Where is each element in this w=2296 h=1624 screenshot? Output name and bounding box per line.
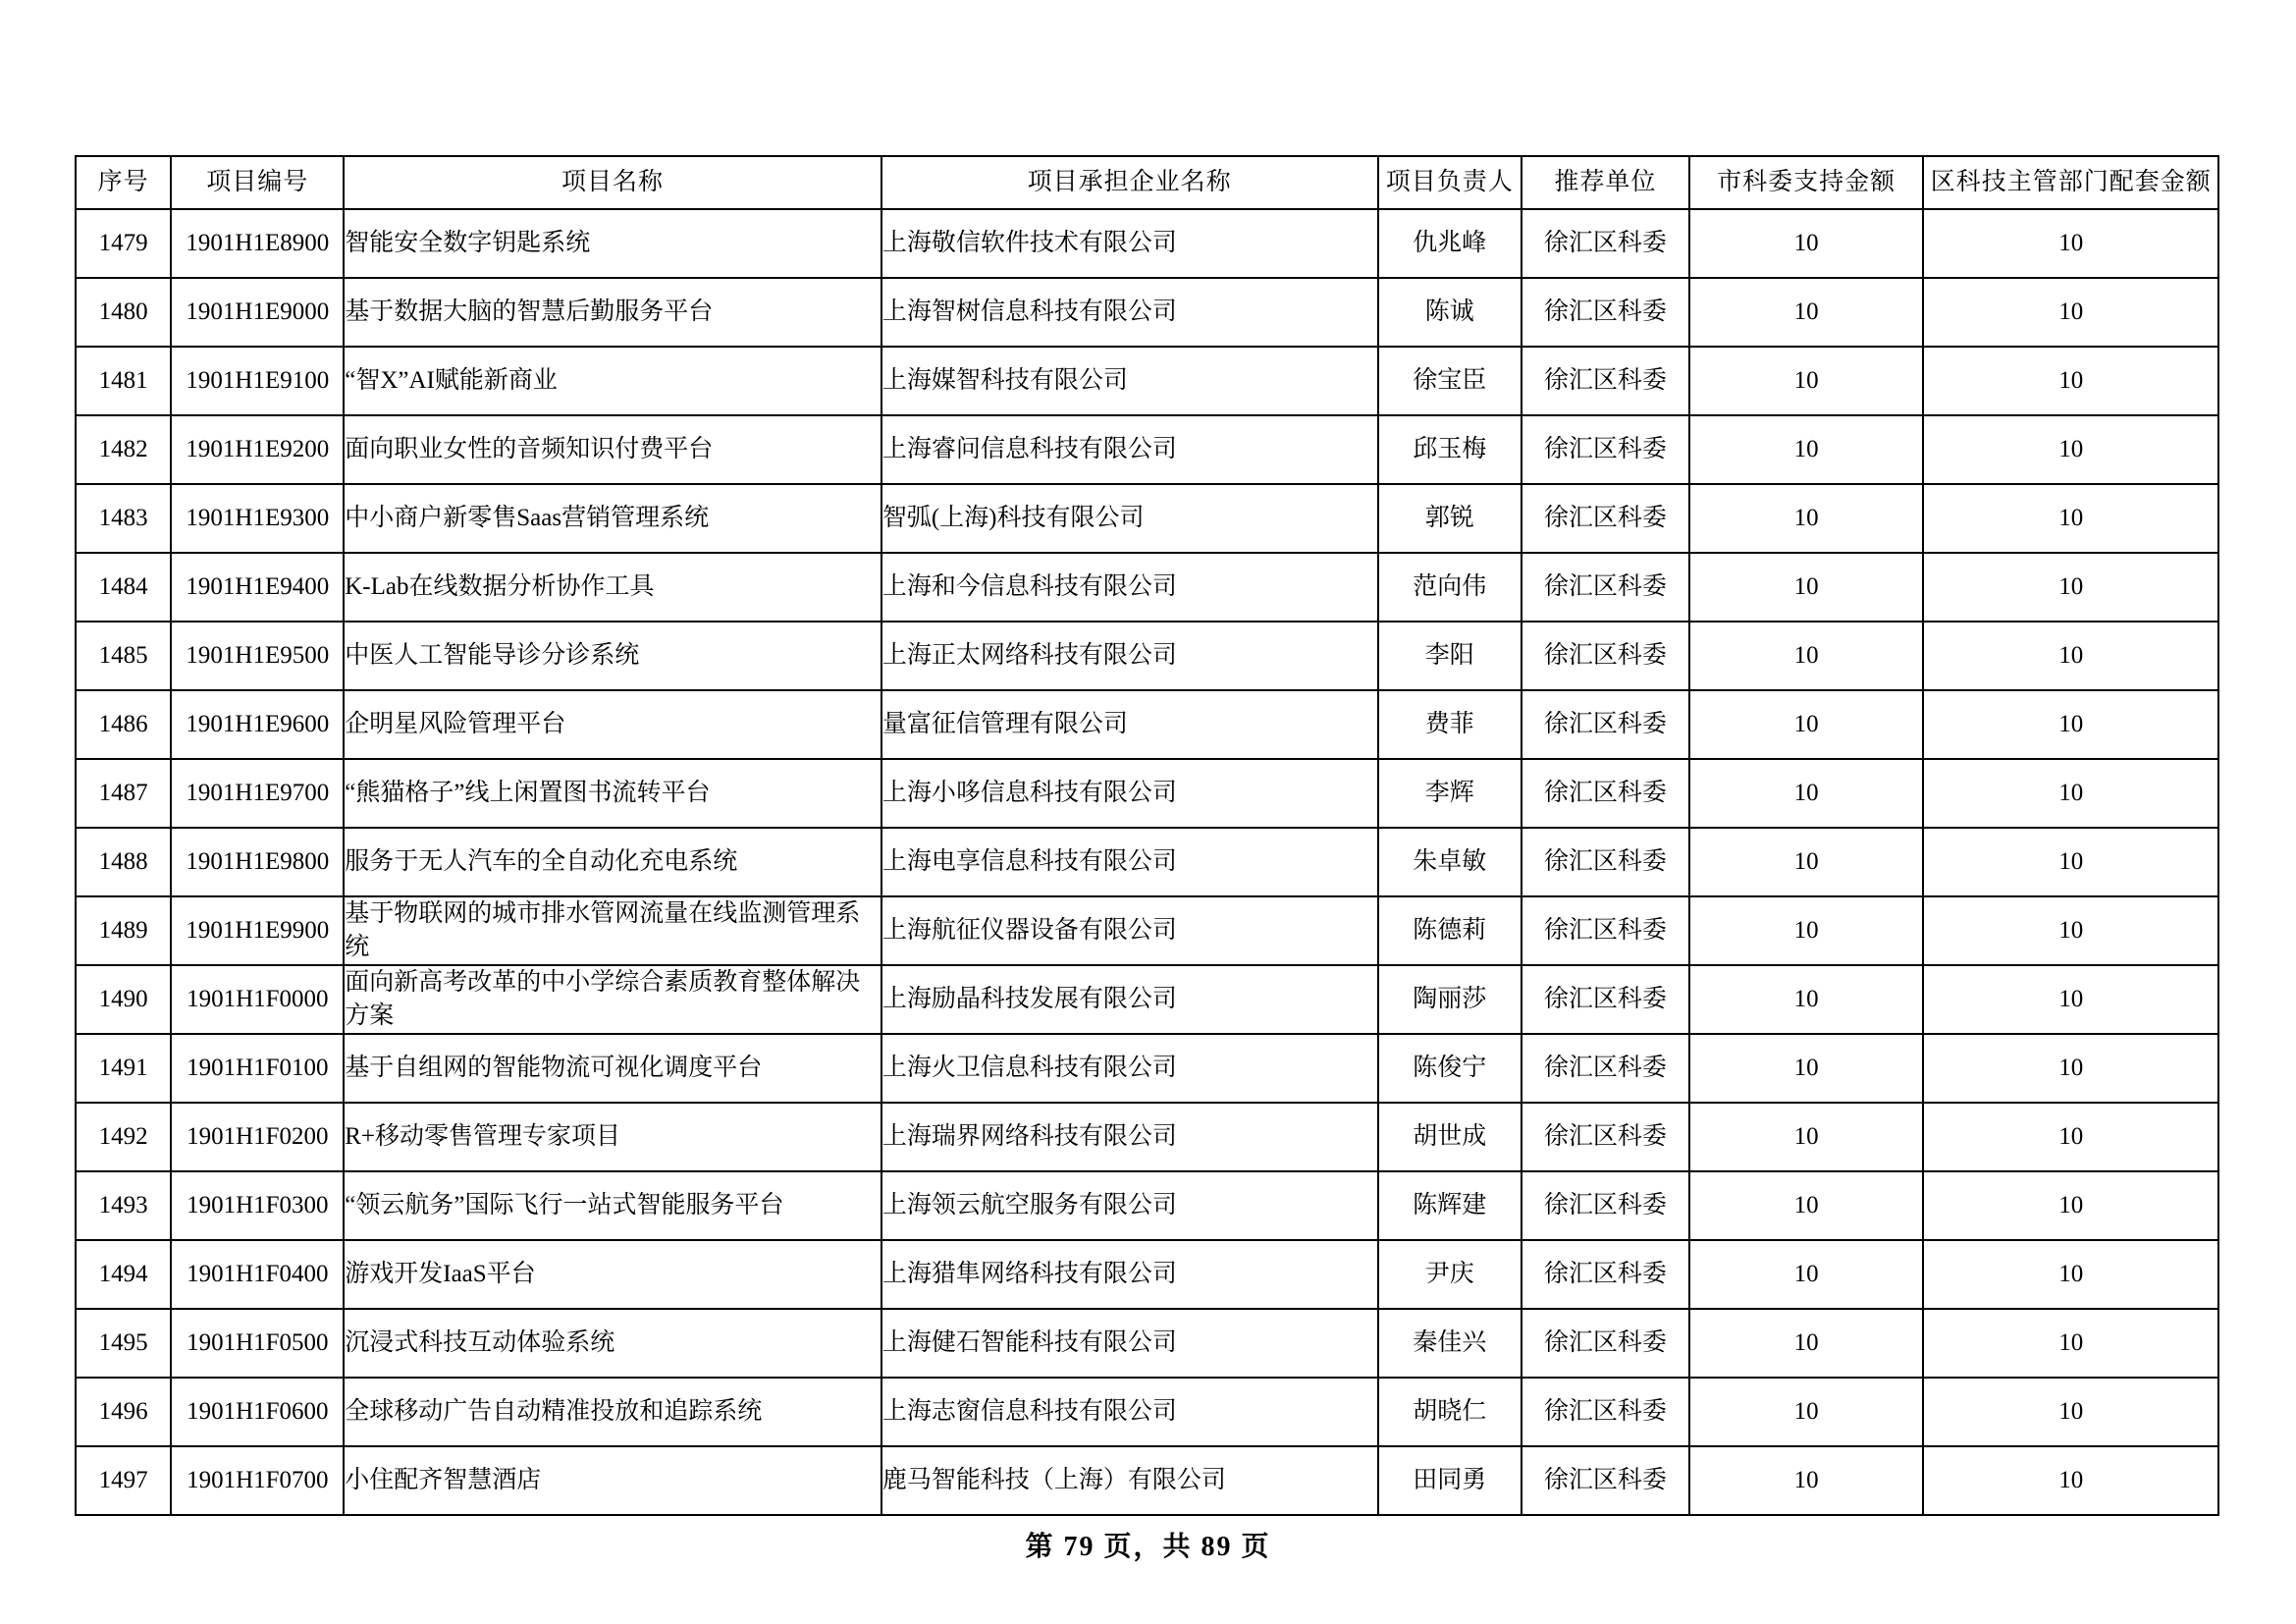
cell-project-code: 1901H1E9800 bbox=[171, 828, 344, 896]
cell-city-amount: 10 bbox=[1689, 896, 1924, 965]
cell-leader: 秦佳兴 bbox=[1378, 1309, 1522, 1378]
cell-index: 1495 bbox=[76, 1309, 171, 1378]
cell-project-code: 1901H1E9500 bbox=[171, 622, 344, 690]
cell-project-name: 全球移动广告自动精准投放和追踪系统 bbox=[344, 1378, 881, 1446]
cell-district-amount: 10 bbox=[1923, 1103, 2218, 1171]
cell-project-code: 1901H1E9200 bbox=[171, 415, 344, 484]
cell-district-amount: 10 bbox=[1923, 759, 2218, 828]
cell-company: 上海媒智科技有限公司 bbox=[881, 347, 1378, 415]
cell-city-amount: 10 bbox=[1689, 278, 1924, 347]
cell-index: 1480 bbox=[76, 278, 171, 347]
table-row bbox=[76, 690, 2218, 759]
cell-recommender: 徐汇区科委 bbox=[1522, 828, 1689, 896]
cell-index: 1493 bbox=[76, 1171, 171, 1240]
cell-city-amount: 10 bbox=[1689, 553, 1924, 622]
column-header-project-code: 项目编号 bbox=[171, 156, 344, 209]
cell-district-amount: 10 bbox=[1923, 965, 2218, 1034]
cell-district-amount: 10 bbox=[1923, 828, 2218, 896]
cell-recommender: 徐汇区科委 bbox=[1522, 759, 1689, 828]
cell-district-amount: 10 bbox=[1923, 484, 2218, 553]
cell-recommender: 徐汇区科委 bbox=[1522, 347, 1689, 415]
project-table bbox=[75, 155, 2219, 1516]
cell-project-code: 1901H1F0000 bbox=[171, 965, 344, 1034]
table-header-row bbox=[76, 156, 2218, 209]
cell-index: 1483 bbox=[76, 484, 171, 553]
cell-project-name: R+移动零售管理专家项目 bbox=[344, 1103, 881, 1171]
cell-project-name: 服务于无人汽车的全自动化充电系统 bbox=[344, 828, 881, 896]
cell-company: 上海敬信软件技术有限公司 bbox=[881, 209, 1378, 278]
cell-project-name: 智能安全数字钥匙系统 bbox=[344, 209, 881, 278]
cell-district-amount: 10 bbox=[1923, 622, 2218, 690]
cell-city-amount: 10 bbox=[1689, 622, 1924, 690]
table-row bbox=[76, 1171, 2218, 1240]
cell-project-code: 1901H1F0700 bbox=[171, 1446, 344, 1515]
cell-project-code: 1901H1E8900 bbox=[171, 209, 344, 278]
cell-index: 1487 bbox=[76, 759, 171, 828]
cell-recommender: 徐汇区科委 bbox=[1522, 690, 1689, 759]
cell-index: 1481 bbox=[76, 347, 171, 415]
cell-city-amount: 10 bbox=[1689, 1309, 1924, 1378]
cell-company: 上海励晶科技发展有限公司 bbox=[881, 965, 1378, 1034]
table-row bbox=[76, 828, 2218, 896]
cell-city-amount: 10 bbox=[1689, 1446, 1924, 1515]
cell-company: 上海小哆信息科技有限公司 bbox=[881, 759, 1378, 828]
table-body bbox=[76, 209, 2218, 1515]
cell-district-amount: 10 bbox=[1923, 1171, 2218, 1240]
cell-project-code: 1901H1F0100 bbox=[171, 1034, 344, 1103]
cell-index: 1490 bbox=[76, 965, 171, 1034]
cell-project-name: 基于自组网的智能物流可视化调度平台 bbox=[344, 1034, 881, 1103]
cell-project-code: 1901H1E9000 bbox=[171, 278, 344, 347]
cell-leader: 胡晓仁 bbox=[1378, 1378, 1522, 1446]
table-row bbox=[76, 415, 2218, 484]
cell-company: 鹿马智能科技（上海）有限公司 bbox=[881, 1446, 1378, 1515]
cell-project-name: 中小商户新零售Saas营销管理系统 bbox=[344, 484, 881, 553]
cell-index: 1494 bbox=[76, 1240, 171, 1309]
cell-company: 上海电享信息科技有限公司 bbox=[881, 828, 1378, 896]
table-header bbox=[76, 156, 2218, 209]
cell-project-code: 1901H1E9100 bbox=[171, 347, 344, 415]
table-row bbox=[76, 347, 2218, 415]
cell-recommender: 徐汇区科委 bbox=[1522, 965, 1689, 1034]
cell-project-name: 基于物联网的城市排水管网流量在线监测管理系统 bbox=[344, 896, 881, 965]
cell-index: 1492 bbox=[76, 1103, 171, 1171]
cell-project-name: 中医人工智能导诊分诊系统 bbox=[344, 622, 881, 690]
cell-city-amount: 10 bbox=[1689, 1103, 1924, 1171]
column-header-leader: 项目负责人 bbox=[1378, 156, 1522, 209]
cell-project-code: 1901H1F0400 bbox=[171, 1240, 344, 1309]
cell-company: 上海志窗信息科技有限公司 bbox=[881, 1378, 1378, 1446]
cell-recommender: 徐汇区科委 bbox=[1522, 1446, 1689, 1515]
cell-recommender: 徐汇区科委 bbox=[1522, 278, 1689, 347]
cell-city-amount: 10 bbox=[1689, 484, 1924, 553]
cell-district-amount: 10 bbox=[1923, 690, 2218, 759]
cell-district-amount: 10 bbox=[1923, 347, 2218, 415]
cell-index: 1497 bbox=[76, 1446, 171, 1515]
cell-project-code: 1901H1F0200 bbox=[171, 1103, 344, 1171]
column-header-company: 项目承担企业名称 bbox=[881, 156, 1378, 209]
cell-city-amount: 10 bbox=[1689, 1240, 1924, 1309]
cell-city-amount: 10 bbox=[1689, 209, 1924, 278]
cell-leader: 费菲 bbox=[1378, 690, 1522, 759]
table-row bbox=[76, 1103, 2218, 1171]
cell-district-amount: 10 bbox=[1923, 1446, 2218, 1515]
cell-city-amount: 10 bbox=[1689, 415, 1924, 484]
table-row bbox=[76, 896, 2218, 965]
cell-recommender: 徐汇区科委 bbox=[1522, 484, 1689, 553]
cell-leader: 李阳 bbox=[1378, 622, 1522, 690]
cell-leader: 邱玉梅 bbox=[1378, 415, 1522, 484]
cell-project-name: “熊猫格子”线上闲置图书流转平台 bbox=[344, 759, 881, 828]
cell-project-name: 沉浸式科技互动体验系统 bbox=[344, 1309, 881, 1378]
table-row bbox=[76, 1240, 2218, 1309]
cell-index: 1479 bbox=[76, 209, 171, 278]
cell-project-name: “领云航务”国际飞行一站式智能服务平台 bbox=[344, 1171, 881, 1240]
cell-index: 1482 bbox=[76, 415, 171, 484]
cell-district-amount: 10 bbox=[1923, 278, 2218, 347]
cell-index: 1489 bbox=[76, 896, 171, 965]
table-row bbox=[76, 759, 2218, 828]
cell-leader: 田同勇 bbox=[1378, 1446, 1522, 1515]
cell-company: 上海智树信息科技有限公司 bbox=[881, 278, 1378, 347]
cell-index: 1484 bbox=[76, 553, 171, 622]
cell-index: 1491 bbox=[76, 1034, 171, 1103]
table-row bbox=[76, 622, 2218, 690]
cell-project-code: 1901H1F0300 bbox=[171, 1171, 344, 1240]
table-row bbox=[76, 278, 2218, 347]
cell-leader: 郭锐 bbox=[1378, 484, 1522, 553]
cell-project-code: 1901H1E9300 bbox=[171, 484, 344, 553]
cell-recommender: 徐汇区科委 bbox=[1522, 896, 1689, 965]
column-header-recommender: 推荐单位 bbox=[1522, 156, 1689, 209]
table-row bbox=[76, 1378, 2218, 1446]
cell-district-amount: 10 bbox=[1923, 1240, 2218, 1309]
cell-recommender: 徐汇区科委 bbox=[1522, 622, 1689, 690]
cell-company: 上海领云航空服务有限公司 bbox=[881, 1171, 1378, 1240]
cell-company: 上海睿问信息科技有限公司 bbox=[881, 415, 1378, 484]
cell-company: 上海猎隼网络科技有限公司 bbox=[881, 1240, 1378, 1309]
cell-index: 1485 bbox=[76, 622, 171, 690]
table-row bbox=[76, 1446, 2218, 1515]
table-row bbox=[76, 209, 2218, 278]
cell-company: 上海火卫信息科技有限公司 bbox=[881, 1034, 1378, 1103]
cell-project-code: 1901H1E9600 bbox=[171, 690, 344, 759]
cell-index: 1486 bbox=[76, 690, 171, 759]
cell-city-amount: 10 bbox=[1689, 690, 1924, 759]
cell-leader: 胡世成 bbox=[1378, 1103, 1522, 1171]
table-row bbox=[76, 484, 2218, 553]
cell-project-name: K-Lab在线数据分析协作工具 bbox=[344, 553, 881, 622]
cell-leader: 朱卓敏 bbox=[1378, 828, 1522, 896]
cell-company: 上海瑞界网络科技有限公司 bbox=[881, 1103, 1378, 1171]
column-header-project-name: 项目名称 bbox=[344, 156, 881, 209]
cell-district-amount: 10 bbox=[1923, 209, 2218, 278]
cell-city-amount: 10 bbox=[1689, 347, 1924, 415]
table-row bbox=[76, 965, 2218, 1034]
cell-city-amount: 10 bbox=[1689, 1378, 1924, 1446]
cell-project-name: “智X”AI赋能新商业 bbox=[344, 347, 881, 415]
cell-district-amount: 10 bbox=[1923, 896, 2218, 965]
cell-project-name: 面向新高考改革的中小学综合素质教育整体解决方案 bbox=[344, 965, 881, 1034]
cell-district-amount: 10 bbox=[1923, 1034, 2218, 1103]
cell-company: 量富征信管理有限公司 bbox=[881, 690, 1378, 759]
cell-company: 上海航征仪器设备有限公司 bbox=[881, 896, 1378, 965]
cell-index: 1496 bbox=[76, 1378, 171, 1446]
page-footer: 第 79 页，共 89 页 bbox=[1025, 1532, 1271, 1562]
cell-recommender: 徐汇区科委 bbox=[1522, 1240, 1689, 1309]
cell-index: 1488 bbox=[76, 828, 171, 896]
cell-city-amount: 10 bbox=[1689, 759, 1924, 828]
cell-city-amount: 10 bbox=[1689, 828, 1924, 896]
cell-leader: 仇兆峰 bbox=[1378, 209, 1522, 278]
cell-district-amount: 10 bbox=[1923, 415, 2218, 484]
cell-district-amount: 10 bbox=[1923, 1378, 2218, 1446]
cell-project-code: 1901H1E9900 bbox=[171, 896, 344, 965]
cell-leader: 徐宝臣 bbox=[1378, 347, 1522, 415]
cell-project-name: 基于数据大脑的智慧后勤服务平台 bbox=[344, 278, 881, 347]
cell-company: 上海正太网络科技有限公司 bbox=[881, 622, 1378, 690]
cell-district-amount: 10 bbox=[1923, 1309, 2218, 1378]
column-header-index: 序号 bbox=[76, 156, 171, 209]
cell-leader: 尹庆 bbox=[1378, 1240, 1522, 1309]
cell-leader: 陈诚 bbox=[1378, 278, 1522, 347]
cell-leader: 范向伟 bbox=[1378, 553, 1522, 622]
cell-company: 智弧(上海)科技有限公司 bbox=[881, 484, 1378, 553]
cell-leader: 陈俊宁 bbox=[1378, 1034, 1522, 1103]
cell-recommender: 徐汇区科委 bbox=[1522, 553, 1689, 622]
cell-recommender: 徐汇区科委 bbox=[1522, 1034, 1689, 1103]
cell-recommender: 徐汇区科委 bbox=[1522, 415, 1689, 484]
cell-project-code: 1901H1E9700 bbox=[171, 759, 344, 828]
cell-city-amount: 10 bbox=[1689, 1034, 1924, 1103]
cell-leader: 陈辉建 bbox=[1378, 1171, 1522, 1240]
cell-city-amount: 10 bbox=[1689, 1171, 1924, 1240]
cell-recommender: 徐汇区科委 bbox=[1522, 1378, 1689, 1446]
cell-recommender: 徐汇区科委 bbox=[1522, 1309, 1689, 1378]
project-table-container bbox=[75, 155, 2219, 1516]
table-row bbox=[76, 553, 2218, 622]
cell-project-name: 企明星风险管理平台 bbox=[344, 690, 881, 759]
cell-leader: 陶丽莎 bbox=[1378, 965, 1522, 1034]
cell-recommender: 徐汇区科委 bbox=[1522, 209, 1689, 278]
cell-leader: 陈德莉 bbox=[1378, 896, 1522, 965]
cell-project-name: 面向职业女性的音频知识付费平台 bbox=[344, 415, 881, 484]
cell-project-code: 1901H1F0600 bbox=[171, 1378, 344, 1446]
column-header-city-amount: 市科委支持金额 bbox=[1689, 156, 1924, 209]
cell-project-code: 1901H1E9400 bbox=[171, 553, 344, 622]
cell-project-name: 小住配齐智慧酒店 bbox=[344, 1446, 881, 1515]
cell-recommender: 徐汇区科委 bbox=[1522, 1103, 1689, 1171]
table-row bbox=[76, 1034, 2218, 1103]
table-row bbox=[76, 1309, 2218, 1378]
cell-district-amount: 10 bbox=[1923, 553, 2218, 622]
cell-leader: 李辉 bbox=[1378, 759, 1522, 828]
column-header-district-amount: 区科技主管部门配套金额 bbox=[1923, 156, 2218, 209]
cell-recommender: 徐汇区科委 bbox=[1522, 1171, 1689, 1240]
cell-project-name: 游戏开发IaaS平台 bbox=[344, 1240, 881, 1309]
cell-city-amount: 10 bbox=[1689, 965, 1924, 1034]
cell-company: 上海健石智能科技有限公司 bbox=[881, 1309, 1378, 1378]
cell-company: 上海和今信息科技有限公司 bbox=[881, 553, 1378, 622]
cell-project-code: 1901H1F0500 bbox=[171, 1309, 344, 1378]
